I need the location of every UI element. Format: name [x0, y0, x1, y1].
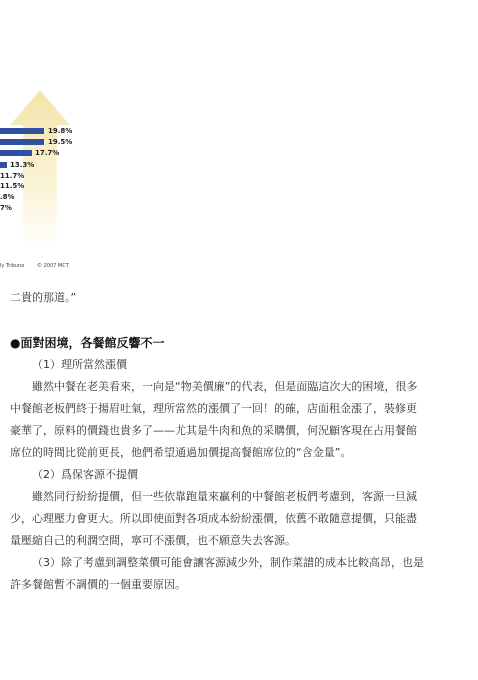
subheading: （2）爲保客源不提價 — [32, 468, 138, 481]
paragraph: （3）除了考慮到調整菜價可能會讓客源減少外，制作菜譜的成本比較高昂，也是許多餐館暫不調價的一個重要原因。 — [10, 556, 424, 591]
bar — [0, 139, 44, 145]
figure-credit-left: ly Tribune — [0, 263, 25, 269]
body-text — [10, 287, 424, 309]
bar — [0, 162, 7, 168]
section — [10, 332, 424, 596]
bar — [0, 128, 44, 134]
bar-value: 19.5% — [48, 138, 73, 146]
section-heading: ●面對困境，各餐館反響不一 — [10, 336, 165, 350]
paragraph-fragment: 二貴的那道。” — [10, 291, 77, 304]
paragraph: 雖然同行紛紛提價，但一些依靠跑量來贏利的中餐館老板們考慮到，客源一旦減少，心理壓力會更大。所以即使面對各項成本紛紛漲價，依舊不敢隨意提價，只能盡量壓縮自己的利潤空間，寧可不漲價，也不願意失去客源。 — [10, 490, 417, 547]
figure-credit-right: © 2007 MCT — [37, 263, 69, 269]
bar-value: 13.3% — [10, 161, 35, 169]
bar-value: 7% — [0, 204, 12, 212]
bar-value: .8% — [0, 193, 15, 201]
subheading: （1）理所當然漲價 — [32, 358, 127, 371]
bar-value: 17.7% — [35, 149, 60, 157]
up-arrow-graphic — [10, 90, 73, 250]
bar-value: 11.5% — [0, 182, 25, 190]
paragraph: 雖然中餐在老美看來，一向是“物美價廉”的代表，但是面臨這次大的困境，很多中餐館老板們終于揚眉吐氣，理所當然的漲價了一回！的確，店面租金漲了，裝修更豪華了，原料的價錢也貴多了——尤其是牛肉和魚的采購價，何況顧客現在占用餐館席位的時間比從前更長，他們希望通過加價提高餐館席位的“含金量”。 — [10, 380, 418, 459]
chart-figure-fragment — [0, 80, 90, 270]
bar — [0, 150, 32, 156]
bar-value: 11.7% — [0, 172, 25, 180]
bar-value: 19.8% — [48, 127, 73, 135]
